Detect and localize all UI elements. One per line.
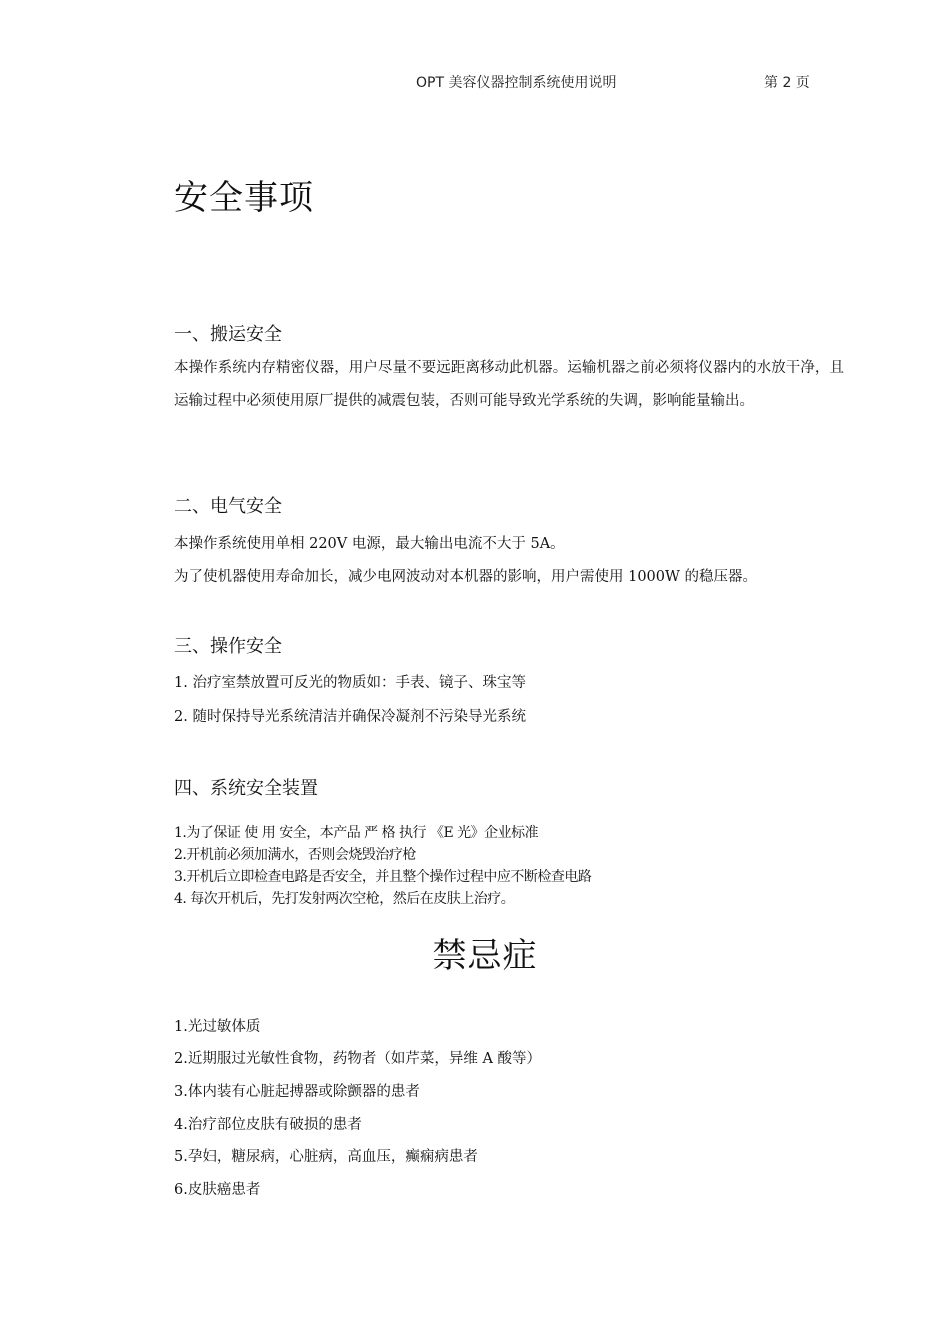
contraindication-item: 4.治疗部位皮肤有破损的患者 [174,1117,362,1133]
operation-line-1: 1. 治疗室禁放置可反光的物质如：手表、镜子、珠宝等 [174,675,526,691]
safety-device-line-3: 3.开机后立即检查电路是否安全，并且整个操作过程中应不断检查电路 [174,869,592,885]
contraindication-item: 2.近期服过光敏性食物，药物者（如芹菜，异维 A 酸等） [174,1051,542,1067]
contraindications-title: 禁忌症 [432,936,538,976]
page-title: 安全事项 [174,178,314,218]
page-number: 第 2 页 [764,75,810,91]
contraindication-item: 5.孕妇，糖尿病，心脏病，高血压，癫痫病患者 [174,1149,478,1165]
section-paragraph-transport: 本操作系统内存精密仪器，用户尽量不要远距离移动此机器。运输机器之前必须将仪器内的水放干净，且运输过程中必须使用原厂提供的减震包装，否则可能导致光学系统的失调，影响能量输出。 [174,360,844,409]
electrical-line-2: 为了使机器使用寿命加长，减少电网波动对本机器的影响，用户需使用 1000W 的稳压器。 [174,569,758,585]
operation-line-2: 2. 随时保持导光系统清洁并确保冷凝剂不污染导光系统 [174,709,526,725]
contraindication-item: 1.光过敏体质 [174,1019,261,1035]
electrical-line-1: 本操作系统使用单相 220V 电源，最大输出电流不大于 5A。 [174,536,565,552]
safety-device-line-2: 2.开机前必须加满水，否则会烧毁治疗枪 [174,847,416,863]
section-heading-transport: 一、搬运安全 [174,324,282,345]
section-heading-safety-devices: 四、系统安全装置 [174,778,318,799]
safety-device-line-4: 4. 每次开机后，先打发射两次空枪，然后在皮肤上治疗。 [174,891,515,907]
contraindication-item: 6.皮肤癌患者 [174,1182,261,1198]
contraindication-item: 3.体内装有心脏起搏器或除颤器的患者 [174,1084,420,1100]
header-title: OPT 美容仪器控制系统使用说明 [416,75,617,91]
safety-device-line-1: 1.为了保证 使 用 安全，本产品 严 格 执行 《E 光》企业标准 [174,825,539,841]
section-heading-electrical: 二、电气安全 [174,496,282,517]
section-heading-operation: 三、操作安全 [174,636,282,657]
